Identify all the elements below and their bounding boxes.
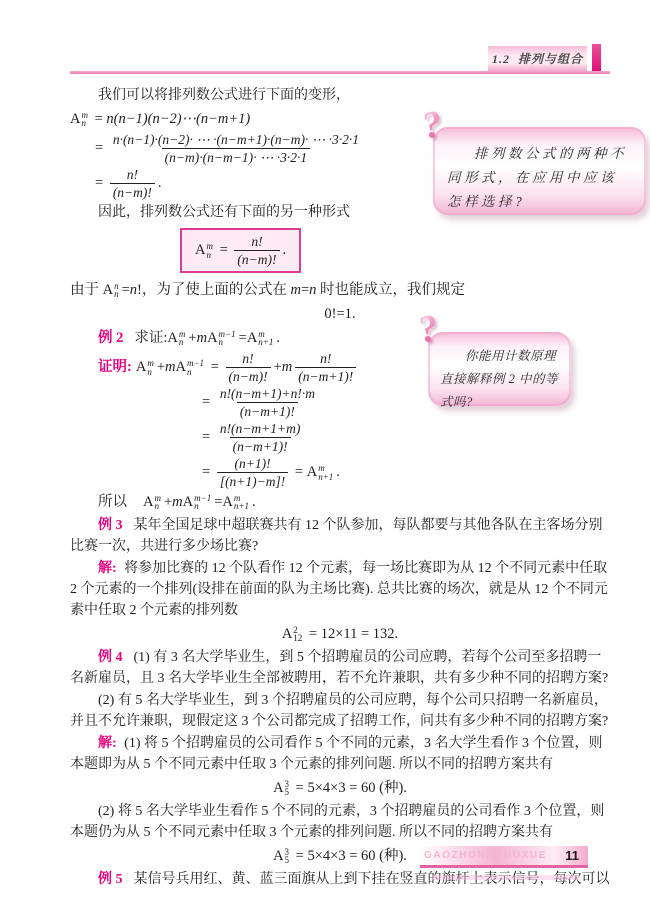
example-5-label: 例 5	[98, 872, 123, 887]
example-2-label: 例 2	[98, 329, 124, 346]
formula-proof-step-2: = $\frac{n!(n-m+1)+n!\cdot m}{(n-m+1)!}$	[202, 386, 315, 419]
example-3-text: 某年全国足球中超联赛共有 12 个队参加，每队都要与其他各队在主客场分别比赛一次，共进行多少场比赛?	[70, 518, 603, 554]
result-a12-line	[70, 623, 610, 645]
example-4-question-1: (1) 有 3 名大学毕业生，到 5 个招聘雇员的公司应聘，若每个公司至多招聘一名新雇员，且 3 名大学毕业生全部被聘用，若不允许兼职，共有多少种不同的招聘方案?	[70, 650, 609, 686]
formula-permutation-product: A m n = n(n−1)(n−2)⋯(n−m+1)	[70, 109, 251, 128]
header-rule	[70, 71, 610, 74]
zero-factorial-line	[70, 303, 610, 325]
example-2-line	[98, 327, 610, 349]
solution-4-paragraph-2	[70, 801, 610, 843]
result-a53-line-1	[70, 777, 610, 799]
highlight-formula-box	[180, 228, 301, 273]
example-4-label: 例 4	[98, 650, 123, 665]
example-4-paragraph-1	[70, 647, 610, 689]
example-5-text: 某信号兵用红、黄、蓝三面旗从上到下挂在竖直的旗杆上表示信号，每次可以	[133, 872, 610, 887]
formula-due-to: 由于 A n n = n !，为了使上面的公式在 m = n 时也能成立，我们规定	[70, 280, 466, 299]
conclusion-line	[98, 491, 610, 513]
formula-a53-second: A 3 5 = 5×4×3 = 60 (种).	[273, 846, 407, 865]
question-mark-icon: ?	[418, 102, 447, 148]
footer-reflection	[432, 875, 580, 880]
formula-proof-step-3: = $\frac{n!(n-m+1+m)}{(n-m+1)!}$	[202, 421, 301, 454]
formula-a53-first: A 3 5 = 5×4×3 = 60 (种).	[273, 778, 407, 797]
proof-line-4	[202, 456, 610, 489]
formula-conclusion: A m n + m A m−1 n = A m n+1 .	[143, 492, 256, 511]
formula-boxed: A m n = $\frac{n!}{(n-m)!}$ .	[195, 234, 287, 267]
formula-expanded-fraction: = $\frac{n\cdot(n-1)\cdot(n-2)\cdot \cdots \cdot(n-m+1)\cdot(n-m)\cdot \cdots \cdot 3\cdot 2\cdot 1}{(n-m)\cdot(n-m-1)\cdot \cdots \cdot 3\cdot 2\cdot 1}$	[95, 132, 359, 165]
formula-factorial-form: = $\frac{n!}{(n-m)!}$ .	[95, 167, 162, 200]
header-accent-bar	[592, 44, 601, 73]
footer-brand: GAOZHONGSHUXUE	[424, 850, 547, 861]
intro-paragraph: 我们可以将排列数公式进行下面的变形，	[98, 88, 350, 103]
therefore-paragraph: 因此，排列数公式还有下面的另一种形式	[98, 205, 350, 220]
proof-line-1	[98, 351, 610, 384]
page-content	[70, 84, 610, 891]
solution-4-text-2: (2) 将 5 名大学毕业生看作 5 个不同的元素，3 个招聘雇员的公司看作 3 个位置，则本题仍为从 5 个不同元素中任取 3 个元素的排列问题. 所以不同的招聘方案共有	[70, 804, 605, 840]
callout-text: 排列数公式的两种不同形式，在应用中应该怎样选择?	[447, 146, 627, 209]
section-title: 1.2 排列与组合	[491, 52, 583, 66]
example-4-question-2: (2) 有 5 名大学毕业生，到 3 个招聘雇员的公司应聘，每个公司只招聘一名新雇员，并且不允许兼职，现假定这 3 个公司都完成了招聘工作，问共有多少种不同的招聘方案?	[70, 693, 609, 729]
derivation-line-2	[95, 132, 610, 165]
example-4-paragraph-2	[70, 690, 610, 732]
example-3-label: 例 3	[98, 518, 123, 533]
solution-4-text-1: (1) 将 5 个招聘雇员的公司看作 5 个不同的元素，3 名大学生看作 3 个位置，则本题即为从 5 个不同元素中任取 3 个元素的排列问题. 所以不同的招聘方案共有	[70, 736, 603, 772]
solution-3-paragraph	[70, 558, 610, 621]
proof-label: 证明:	[98, 359, 132, 375]
section-header-box	[488, 46, 587, 71]
formula-zero-factorial: 0!=1.	[324, 305, 356, 322]
boxed-formula-line	[180, 228, 610, 273]
footer-bar	[420, 846, 588, 868]
page-number: 11	[565, 848, 579, 863]
derivation-line-3	[95, 167, 610, 200]
question-mark-icon: ?	[414, 306, 443, 352]
solution-3-label: 解:	[98, 561, 121, 576]
callout-text: 你能用计数原理直接解释例 2 中的等式吗?	[440, 349, 559, 409]
solution-4-paragraph-1	[70, 733, 610, 775]
example-2-lead: 求证:	[134, 329, 168, 346]
formula-proof-step-1: A m n + m A m−1 n = $\frac{n!}{(n-m)!}$ + m $\frac{n!}{(n-m+1)!}$	[136, 351, 359, 384]
formula-claim: A m n + m A m−1 n = A m n+1 .	[167, 328, 280, 347]
zero-factorial-intro-line	[70, 279, 610, 301]
solution-3-text: 将参加比赛的 12 个队看作 12 个元素，每一场比赛即为从 12 个不同元素中任取 2 个元素的一个排列(设排在前面的队为主场比赛). 总共比赛的场次，就是从 12 个不同元素中任取 2 个元素的排列数	[70, 561, 608, 618]
proof-line-2	[202, 386, 610, 419]
derivation-line-1	[70, 108, 610, 130]
formula-proof-step-4: = $\frac{(n+1)!}{[(n+1)-m]!}$ = A m n+1 .	[202, 456, 340, 489]
example-3-paragraph	[70, 515, 610, 557]
formula-a12: A 2 12 = 12×11 = 132.	[281, 624, 399, 643]
proof-line-3	[202, 421, 610, 454]
solution-4-label: 解:	[98, 736, 121, 751]
so-word: 所以	[98, 493, 127, 510]
